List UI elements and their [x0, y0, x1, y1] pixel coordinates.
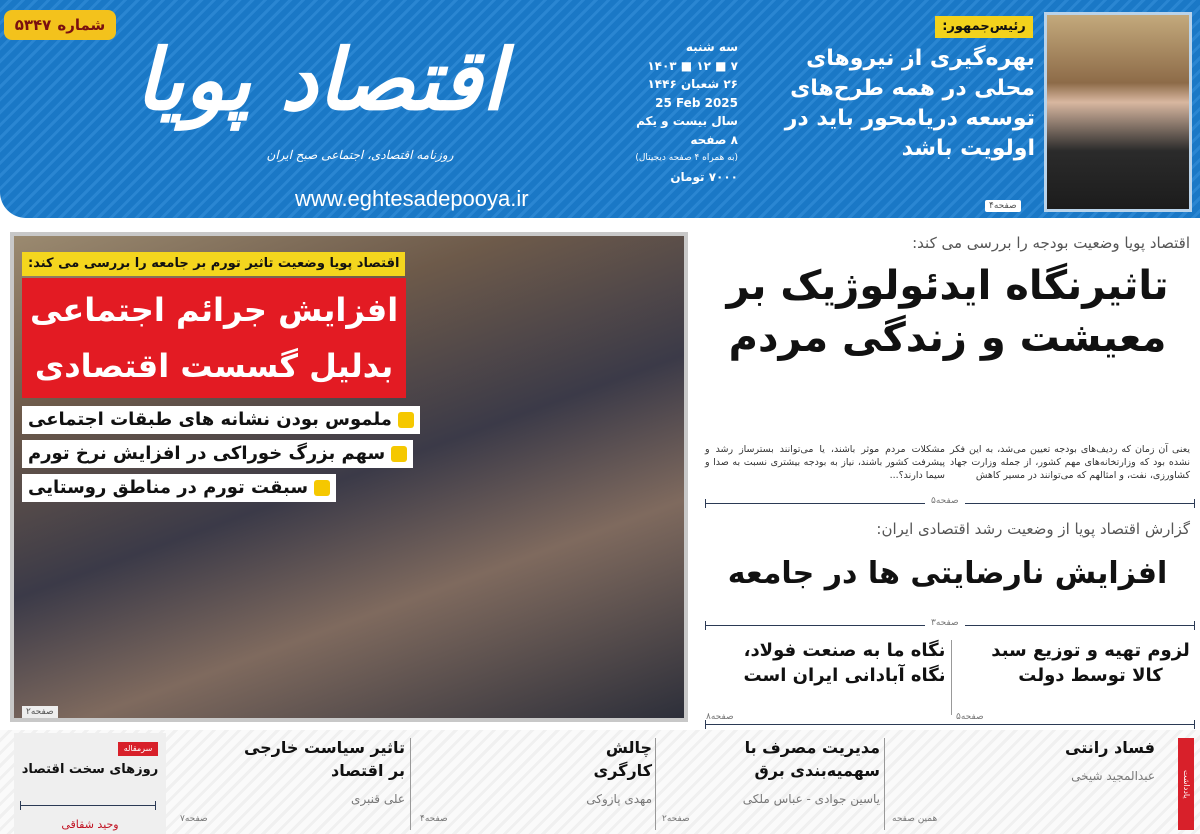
page-count: ۸ صفحه: [690, 132, 738, 147]
bullet-item: [22, 474, 336, 502]
bottom-item-author: مهدی پازوکی: [586, 792, 652, 806]
sub-story-page-ref: صفحه۵: [956, 712, 984, 722]
bottom-item[interactable]: [570, 736, 652, 806]
bullet-text: سهم بزرگ خوراکی در افزایش نرخ تورم: [28, 443, 386, 464]
bullet-item: [22, 440, 413, 468]
bottom-item-page-ref: صفحه۴: [420, 814, 448, 824]
divider: [410, 738, 411, 830]
sub-story-headline[interactable]: نگاه ما به صنعت فولاد، نگاه آبادانی ایران است: [743, 640, 946, 686]
second-story-headline[interactable]: افزایش نارضایتی ها در جامعه: [727, 556, 1168, 591]
main-story-headline[interactable]: تاثیرنگاه ایدئولوژیک بر معیشت و زندگی مردم: [726, 263, 1169, 361]
second-story-page-ref: صفحه۳: [925, 618, 965, 628]
website-url[interactable]: www.eghtesadepooya.ir: [295, 186, 529, 211]
bottom-item-title: تاثیر سیاست خارجی بر اقتصاد: [243, 738, 405, 780]
year: سال بیست و یکم: [636, 114, 738, 128]
bottom-item[interactable]: [985, 736, 1155, 783]
divider: [705, 724, 1195, 725]
headline-line-1: افزایش جرائم اجتماعی: [30, 291, 399, 329]
jalali-date: ۷ ■ ۱۲ ■ ۱۴۰۳: [647, 58, 738, 73]
bullet-item: [22, 406, 420, 434]
bottom-item-author: علی قنبری: [351, 792, 405, 806]
photo-story-headline[interactable]: [22, 278, 406, 398]
tagline: روزنامه اقتصادی، اجتماعی صبح ایران: [266, 148, 454, 162]
weekday: سه شنبه: [685, 40, 738, 54]
headline-line-2: بدلیل گسست اقتصادی: [34, 347, 394, 385]
bottom-item-page-ref: همین صفحه: [892, 814, 938, 824]
bullet-square-icon: [398, 412, 414, 428]
bullet-square-icon: [391, 446, 407, 462]
hijri-date: ۲۶ شعبان ۱۴۴۶: [647, 77, 738, 91]
divider: [705, 496, 1195, 506]
bottom-item[interactable]: [700, 736, 880, 806]
sub-story-page-ref: صفحه۸: [706, 712, 734, 722]
bottom-item-title: چالش کارگری: [593, 738, 652, 780]
sub-story-headline[interactable]: لزوم تهیه و توزیع سبد کالا توسط دولت: [991, 640, 1190, 686]
bottom-item-page-ref: صفحه۷: [180, 814, 208, 824]
note-tab: یادداشت: [1178, 738, 1194, 830]
issue-label: شماره: [57, 16, 106, 34]
main-story-page-ref: صفحه۵: [925, 496, 965, 506]
date-block: [618, 38, 738, 186]
second-story-kicker: گزارش اقتصاد پویا از وضعیت رشد اقتصادی ایران:: [876, 520, 1190, 538]
main-story-kicker: اقتصاد پویا وضعیت بودجه را بررسی می کند:: [912, 234, 1190, 252]
bullet-text: ملموس بودن نشانه های طبقات اجتماعی: [28, 409, 392, 430]
president-photo: [1044, 12, 1192, 212]
divider: [705, 618, 1195, 628]
editorial-badge: سرمقاله: [118, 742, 158, 756]
bottom-item-author: یاسین جوادی - عباس ملکی: [742, 792, 880, 806]
president-kicker: رئیس‌جمهور:: [935, 16, 1033, 38]
newspaper-logo: اقتصاد پویا: [135, 30, 505, 129]
editorial-title[interactable]: روزهای سخت اقتصاد: [21, 762, 159, 777]
digital-pages: (به همراه ۴ صفحه دیجیتال): [635, 153, 738, 163]
bottom-item-page-ref: صفحه۲: [662, 814, 690, 824]
bottom-item-title: فساد رانتی: [1065, 738, 1155, 757]
divider: [20, 805, 156, 806]
bottom-item[interactable]: [240, 736, 405, 806]
divider: [951, 640, 952, 715]
photo-story-kicker: اقتصاد پویا وضعیت تاثیر تورم بر جامعه را بررسی می کند:: [22, 252, 405, 276]
bottom-item-author: عبدالمجید شیخی: [1071, 769, 1155, 783]
main-story-column-right: یعنی آن زمان که ردیف‌های بودجه تعیین می‌شد، به این فکر نشده بود که وزارتخانه‌های مهم کشور، از جمله وزارت جهاد کشاورزی، نفت، و امثالهم که می‌توانند در مسیر کاهش: [950, 444, 1190, 481]
bottom-item-title: مدیریت مصرف با سهمیه‌بندی برق: [744, 738, 880, 780]
main-story-column-left: مشکلات مردم موثر باشند، یا می‌توانند بسترساز رشد و پیشرفت کشور باشند، نیاز به بودجه بیشتری نسبت به صدا و سیما دارند؟...: [705, 444, 945, 481]
bullet-square-icon: [314, 480, 330, 496]
photo-story-bullets: [22, 406, 392, 506]
divider: [884, 738, 885, 830]
issue-number: ۵۳۴۷: [14, 16, 52, 34]
divider: [655, 738, 656, 830]
editorial-author: وحید شقاقی: [61, 818, 119, 831]
bullet-text: سبقت تورم در مناطق روستایی: [28, 477, 309, 498]
price: ۷۰۰۰ تومان: [670, 169, 738, 184]
gregorian-date: 25 Feb 2025: [655, 95, 738, 110]
president-page-ref: صفحه۴: [985, 200, 1021, 212]
photo-story-page-ref: صفحه۲: [22, 706, 58, 718]
president-headline[interactable]: بهره‌گیری از نیروهای محلی در همه طرح‌های توسعه دریامحور باید در اولویت باشد: [784, 46, 1035, 161]
